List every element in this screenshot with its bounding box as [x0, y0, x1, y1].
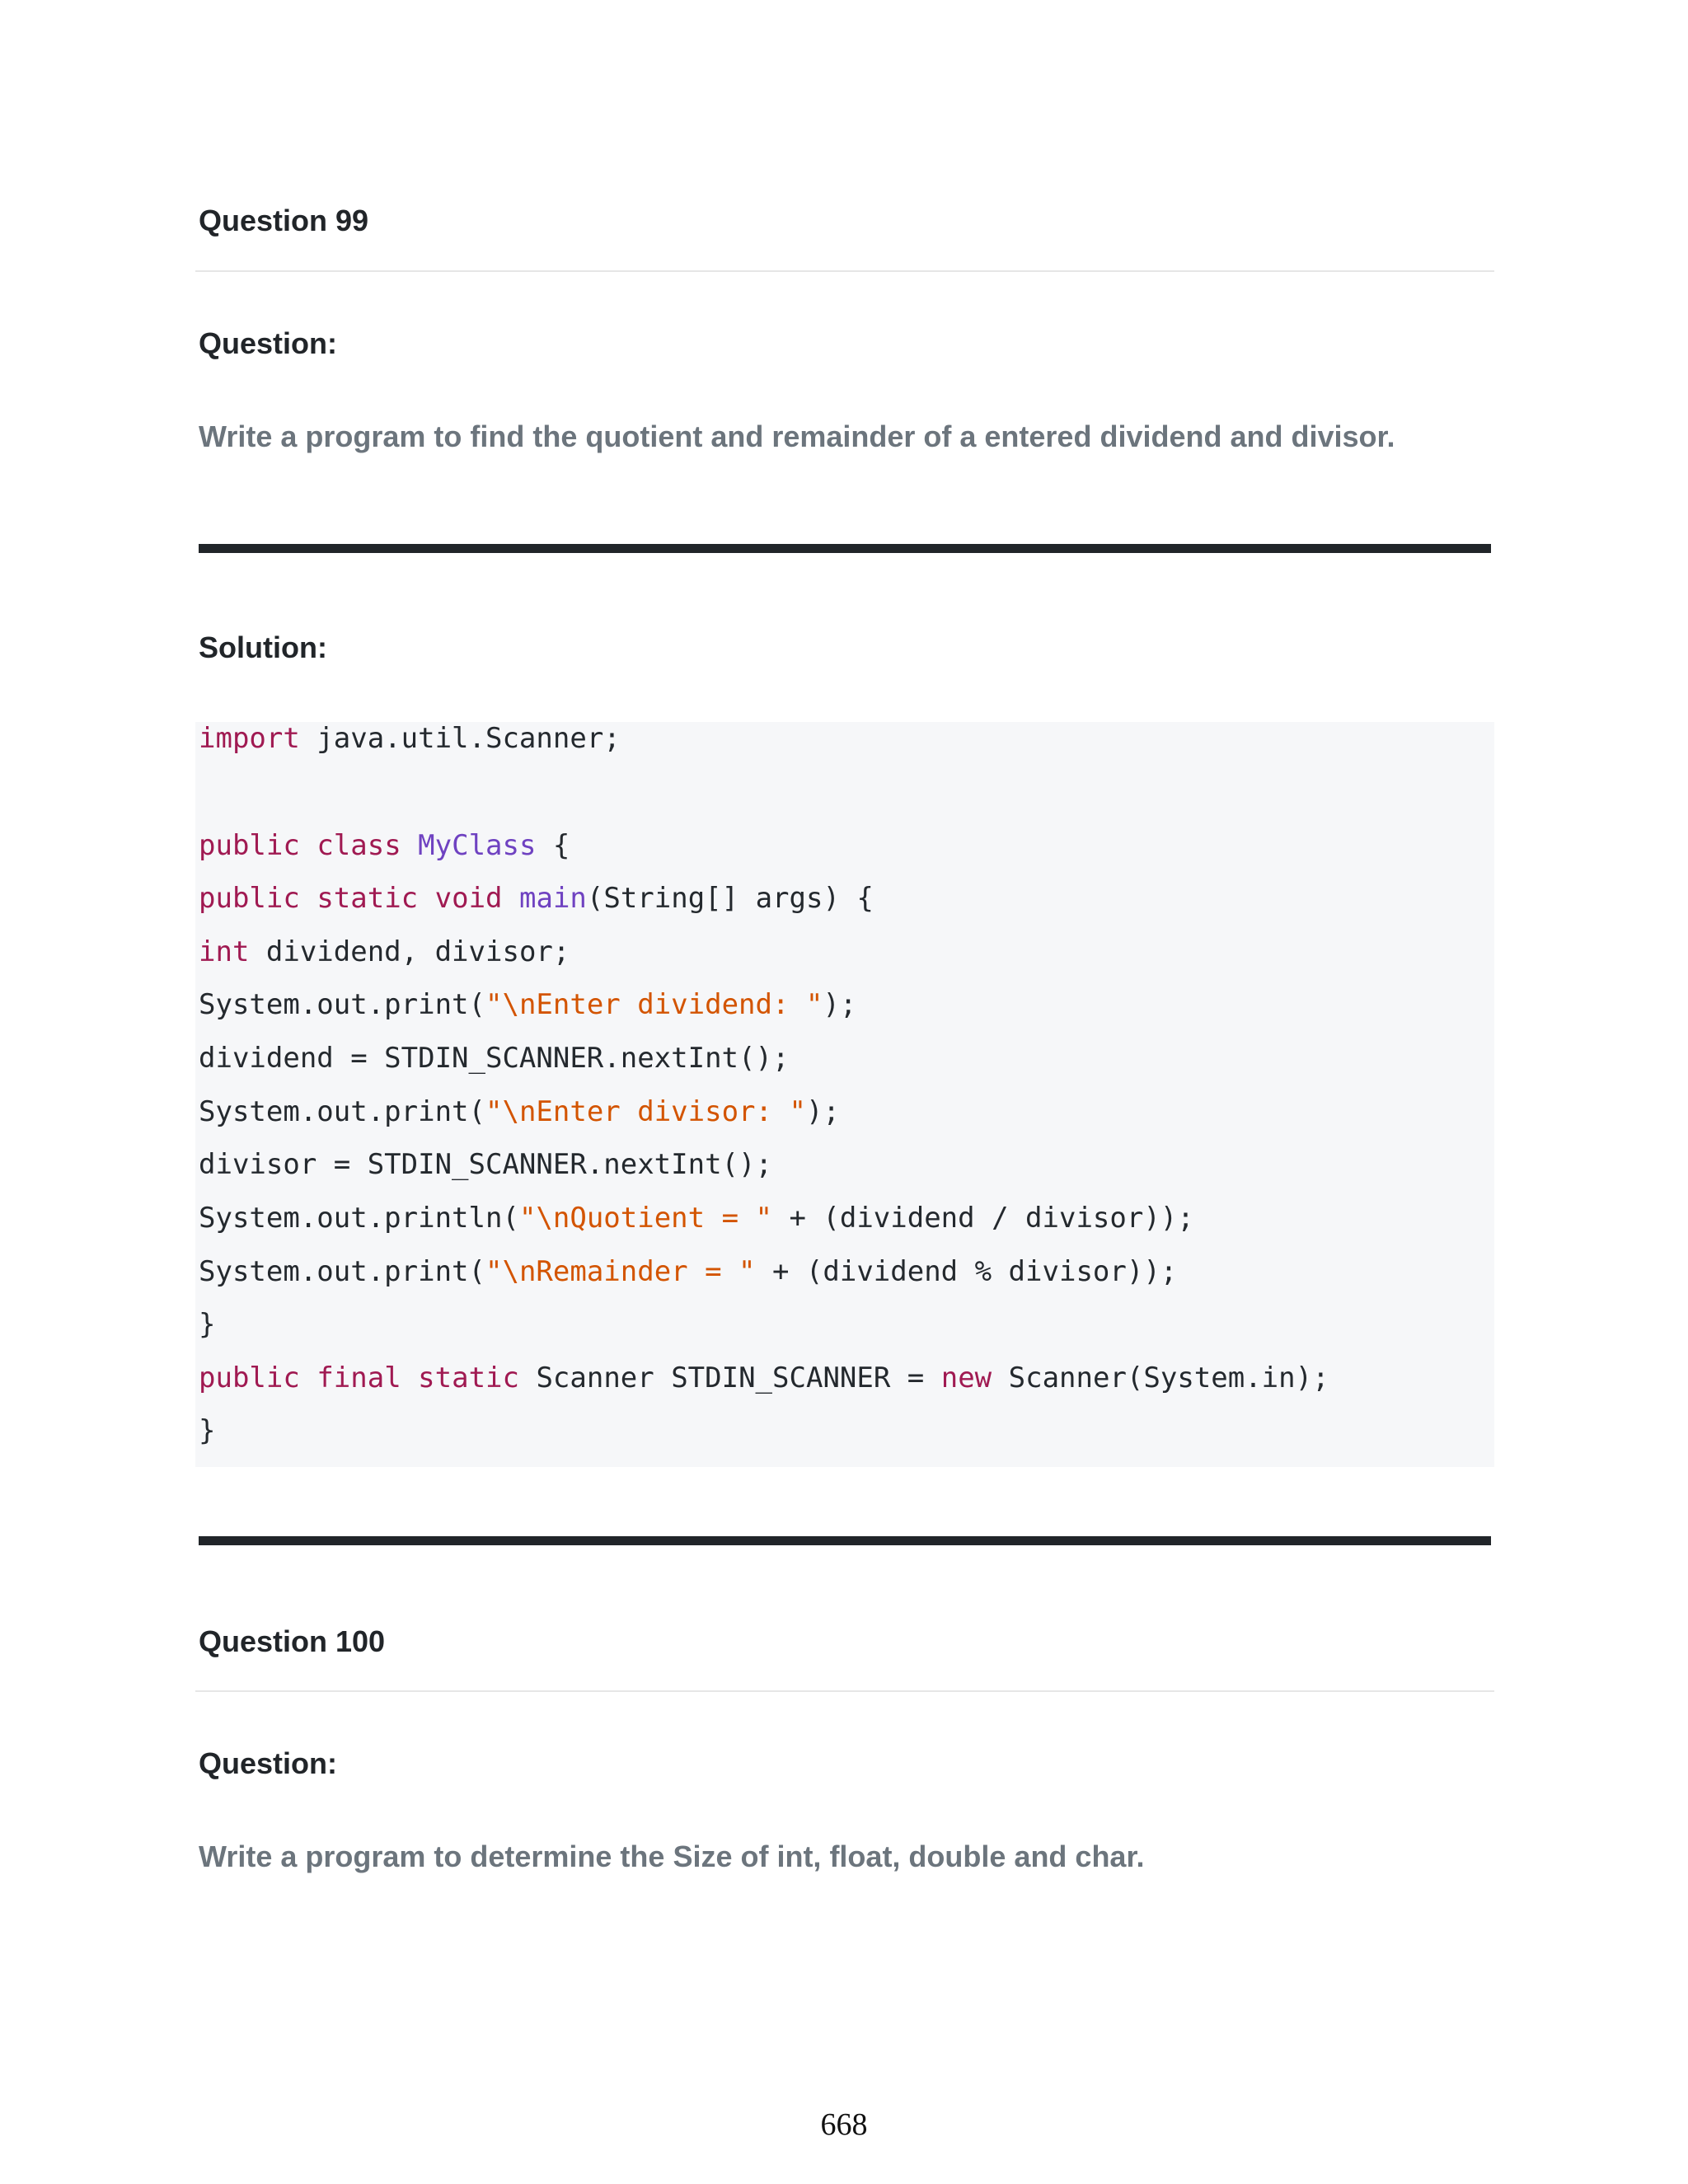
code-line-10: System.out.println("\nQuotient = " + (dividend / divisor));: [199, 1202, 1194, 1235]
code-line-9: divisor = STDIN_SCANNER.nextInt();: [199, 1148, 772, 1181]
question-100-heading: Question 100: [199, 1624, 386, 1658]
code-line-12: }: [199, 1308, 216, 1341]
question-label: Question:: [199, 1746, 337, 1780]
solution-label: Solution:: [199, 630, 327, 664]
code-line-13: public final static Scanner STDIN_SCANNER = new Scanner(System.in);: [199, 1361, 1329, 1394]
question-label: Question:: [199, 326, 337, 360]
code-line-11: System.out.print("\nRemainder = " + (dividend % divisor));: [199, 1255, 1178, 1288]
code-line-5: int dividend, divisor;: [199, 935, 570, 968]
code-line-14: }: [199, 1414, 216, 1447]
section-divider: [199, 1536, 1491, 1545]
heading-divider: [195, 270, 1494, 272]
heading-divider: [195, 1690, 1494, 1692]
code-line-3: public class MyClass {: [199, 829, 570, 862]
section-divider: [199, 544, 1491, 553]
code-line-4: public static void main(String[] args) {: [199, 882, 874, 915]
code-line-1: import java.util.Scanner;: [199, 722, 621, 755]
code-line-7: dividend = STDIN_SCANNER.nextInt();: [199, 1042, 790, 1075]
question-text: Write a program to determine the Size of int, float, double and char.: [199, 1840, 1145, 1873]
question-99-heading: Question 99: [199, 204, 369, 237]
code-line-8: System.out.print("\nEnter divisor: ");: [199, 1095, 840, 1128]
question-text: Write a program to find the quotient and remainder of a entered dividend and divisor.: [199, 419, 1395, 453]
page-number: 668: [820, 2107, 868, 2142]
code-line-6: System.out.print("\nEnter dividend: ");: [199, 988, 857, 1021]
